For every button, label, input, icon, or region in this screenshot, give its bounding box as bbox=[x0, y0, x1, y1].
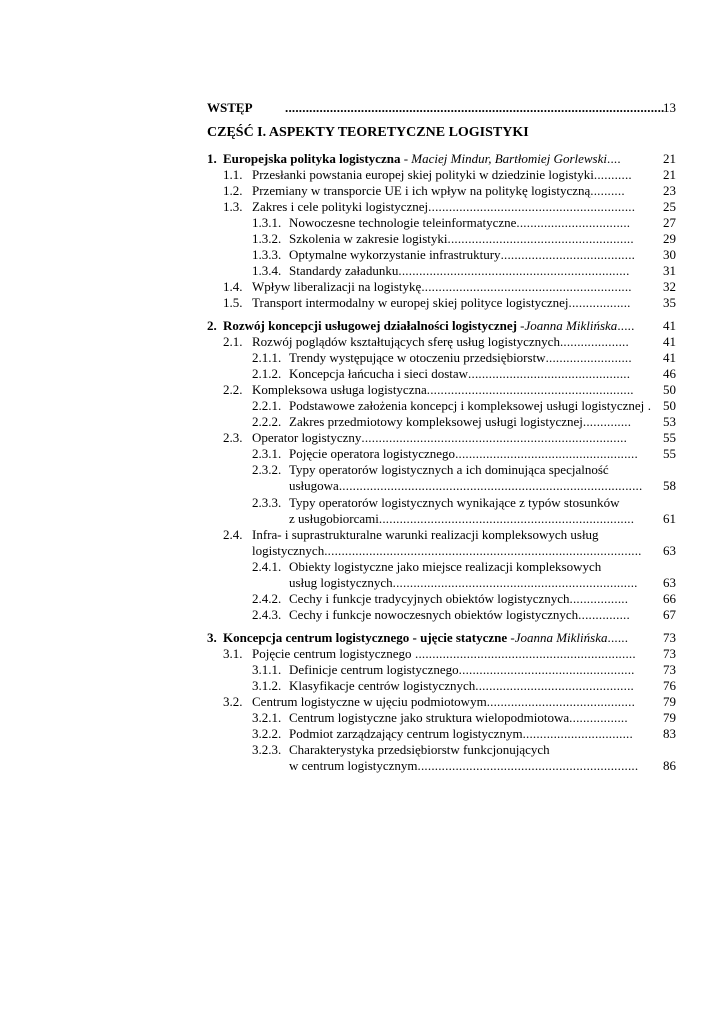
toc-entry bbox=[0, 758, 724, 774]
entry-number: 2.4.3. bbox=[252, 607, 282, 622]
entry-number: 2.3. bbox=[223, 430, 243, 445]
entry-number: 3.2.3. bbox=[252, 742, 282, 757]
toc-entry bbox=[0, 495, 724, 511]
entry-title: Transport intermodalny w europej skiej polityce logistycznej.................. bbox=[252, 295, 631, 310]
entry-leader-dots: ....................................................................... bbox=[392, 575, 638, 590]
entry-page-number: 46 bbox=[663, 366, 676, 381]
entry-title: Infra- i suprastrukturalne warunki realizacji kompleksowych usług bbox=[252, 527, 599, 542]
intro-page: 13 bbox=[663, 100, 676, 115]
entry-page-number: 30 bbox=[663, 247, 676, 262]
toc-entry bbox=[0, 462, 724, 478]
entry-leader-dots: ................................................................... bbox=[398, 263, 630, 278]
toc-entry bbox=[0, 527, 724, 543]
toc-entry bbox=[0, 231, 724, 247]
entry-leader-dots: ............................................................................................ bbox=[324, 543, 642, 558]
entry-page-number: 41 bbox=[663, 334, 676, 349]
entry-page-number: 55 bbox=[663, 446, 676, 461]
entry-title: Pojęcie operatora logistycznego..................................................... bbox=[289, 446, 638, 461]
entry-page-number: 41 bbox=[663, 318, 676, 333]
entry-page-number: 73 bbox=[663, 630, 676, 645]
entry-page-number: 25 bbox=[663, 199, 676, 214]
toc-entry bbox=[0, 350, 724, 366]
toc-entry bbox=[0, 318, 724, 334]
entry-title: Klasyfikacje centrów logistycznych.............................................. bbox=[289, 678, 634, 693]
entry-title: Cechy i funkcje nowoczesnych obiektów logistycznych............... bbox=[289, 607, 630, 622]
entry-number: 1.3.2. bbox=[252, 231, 282, 246]
toc-entry bbox=[0, 414, 724, 430]
entry-leader-dots: ................................................................ bbox=[411, 646, 636, 661]
toc-entry bbox=[0, 678, 724, 694]
toc-entry bbox=[0, 263, 724, 279]
toc-entry bbox=[0, 199, 724, 215]
toc-entry bbox=[0, 646, 724, 662]
entry-leader-dots: ........... bbox=[593, 167, 632, 182]
entry-number: 2.2.1. bbox=[252, 398, 282, 413]
entry-title: Optymalne wykorzystanie infrastruktury....................................... bbox=[289, 247, 636, 262]
entry-page-number: 79 bbox=[663, 710, 676, 725]
entry-page-number: 23 bbox=[663, 183, 676, 198]
toc-entry bbox=[0, 511, 724, 527]
entry-number: 2.3.3. bbox=[252, 495, 282, 510]
toc-entry bbox=[0, 398, 724, 414]
entry-leader-dots: ............................................................. bbox=[421, 279, 632, 294]
entry-page-number: 79 bbox=[663, 694, 676, 709]
entry-title: Nowoczesne technologie teleinformatyczne................................. bbox=[289, 215, 631, 230]
entry-leader-dots: .... bbox=[607, 151, 621, 166]
entry-page-number: 32 bbox=[663, 279, 676, 294]
entry-leader-dots: ..................................................... bbox=[455, 446, 638, 461]
entry-title: Obiekty logistyczne jako miejsce realizacji kompleksowych bbox=[289, 559, 602, 574]
intro-label: WSTĘP bbox=[207, 100, 253, 115]
entry-number: 1.1. bbox=[223, 167, 243, 182]
entry-number: 3.1.1. bbox=[252, 662, 282, 677]
entry-number: 2.4.2. bbox=[252, 591, 282, 606]
entry-number: 1.2. bbox=[223, 183, 243, 198]
intro-dots: .............................................................................................................. bbox=[285, 100, 665, 115]
entry-title: Europejska polityka logistyczna - Maciej Mindur, Bartłomiej Gorlewski.... bbox=[223, 151, 621, 166]
entry-leader-dots: .......................................................................... bbox=[378, 511, 635, 526]
entry-number: 2.3.1. bbox=[252, 446, 282, 461]
toc-entry bbox=[0, 710, 724, 726]
entry-number: 1. bbox=[207, 151, 217, 166]
entry-title: Cechy i funkcje tradycyjnych obiektów logistycznych................. bbox=[289, 591, 629, 606]
entry-page-number: 76 bbox=[663, 678, 676, 693]
toc-entry bbox=[0, 662, 724, 678]
toc-entry bbox=[0, 382, 724, 398]
entry-page-number: 66 bbox=[663, 591, 676, 606]
entry-number: 2.4. bbox=[223, 527, 243, 542]
toc-entry bbox=[0, 694, 724, 710]
entry-page-number: 73 bbox=[663, 646, 676, 661]
entry-title: Koncepcja łańcucha i sieci dostaw............................................... bbox=[289, 366, 631, 381]
entry-number: 2.4.1. bbox=[252, 559, 282, 574]
toc-entry bbox=[0, 183, 724, 199]
entry-leader-dots: ..... bbox=[617, 318, 635, 333]
entry-leader-dots: ........................................................................................ bbox=[338, 478, 643, 493]
entry-leader-dots: .............. bbox=[582, 414, 632, 429]
entry-page-number: 86 bbox=[663, 758, 676, 773]
toc-entry bbox=[0, 366, 724, 382]
toc-entry bbox=[0, 543, 724, 559]
entry-page-number: 31 bbox=[663, 263, 676, 278]
entry-title: Zakres i cele polityki logistycznej............................................................ bbox=[252, 199, 636, 214]
entry-title: Definicje centrum logistycznego................................................... bbox=[289, 662, 635, 677]
entry-leader-dots: ............... bbox=[578, 607, 630, 622]
entry-leader-dots: ................................................... bbox=[458, 662, 635, 677]
entry-page-number: 63 bbox=[663, 575, 676, 590]
entry-title: Trendy występujące w otoczeniu przedsiębiorstw......................... bbox=[289, 350, 632, 365]
entry-page-number: 35 bbox=[663, 295, 676, 310]
entry-title: Centrum logistyczne jako struktura wielopodmiotowa................. bbox=[289, 710, 628, 725]
entry-number: 1.3.3. bbox=[252, 247, 282, 262]
toc-entry bbox=[0, 279, 724, 295]
entry-leader-dots: ............................................... bbox=[468, 366, 631, 381]
entry-number: 2.3.2. bbox=[252, 462, 282, 477]
entry-title: Wpływ liberalizacji na logistykę............................................................. bbox=[252, 279, 632, 294]
entry-page-number: 55 bbox=[663, 430, 676, 445]
entry-title: Podmiot zarządzający centrum logistycznym................................ bbox=[289, 726, 633, 741]
entry-page-number: 63 bbox=[663, 543, 676, 558]
entry-leader-dots: ............................................................ bbox=[426, 382, 634, 397]
toc-entry bbox=[0, 247, 724, 263]
entry-leader-dots: .................. bbox=[568, 295, 631, 310]
entry-page-number: 29 bbox=[663, 231, 676, 246]
toc-entry bbox=[0, 591, 724, 607]
entry-page-number: 58 bbox=[663, 478, 676, 493]
entry-leader-dots: ................................................................ bbox=[417, 758, 639, 773]
entry-title: Charakterystyka przedsiębiorstw funkcjonujących bbox=[289, 742, 550, 757]
toc-entry bbox=[0, 151, 724, 167]
entry-number: 2.1. bbox=[223, 334, 243, 349]
toc-entry bbox=[0, 559, 724, 575]
entry-number: 2.2. bbox=[223, 382, 243, 397]
toc-entry bbox=[0, 167, 724, 183]
entry-title: Przesłanki powstania europej skiej polityki w dziedzinie logistyki........... bbox=[252, 167, 632, 182]
toc-entry bbox=[0, 478, 724, 494]
entry-leader-dots: ...................................................... bbox=[447, 231, 634, 246]
entry-page-number: 21 bbox=[663, 167, 676, 182]
entry-page-number: 50 bbox=[663, 382, 676, 397]
entry-page-number: 83 bbox=[663, 726, 676, 741]
entry-leader-dots: ........................................... bbox=[486, 694, 636, 709]
entry-number: 3.2.2. bbox=[252, 726, 282, 741]
entry-title: logistycznych............................................................................................ bbox=[252, 543, 642, 558]
entry-number: 1.3.1. bbox=[252, 215, 282, 230]
toc-entry bbox=[0, 446, 724, 462]
entry-title: Rozwój koncepcji usługowej działalności logistycznej -Joanna Miklińska..... bbox=[223, 318, 635, 333]
entry-title: Przemiany w transporcie UE i ich wpływ na politykę logistyczną.......... bbox=[252, 183, 625, 198]
entry-leader-dots: ............................................................................. bbox=[361, 430, 628, 445]
toc-entry bbox=[0, 575, 724, 591]
entry-title: Standardy załadunku................................................................... bbox=[289, 263, 630, 278]
entry-title: Typy operatorów logistycznych a ich dominująca specjalność bbox=[289, 462, 609, 477]
toc-entry bbox=[0, 742, 724, 758]
entry-page-number: 21 bbox=[663, 151, 676, 166]
entry-title: Pojęcie centrum logistycznego ................................................................ bbox=[252, 646, 636, 661]
entry-leader-dots: .............................................. bbox=[475, 678, 634, 693]
entry-leader-dots: ................. bbox=[569, 591, 629, 606]
entry-title: Rozwój poglądów kształtujących sferę usług logistycznych.................... bbox=[252, 334, 629, 349]
entry-number: 1.3.4. bbox=[252, 263, 282, 278]
entry-title: usługowa........................................................................................ bbox=[289, 478, 643, 493]
entry-title: Zakres przedmiotowy kompleksowej usługi logistycznej.............. bbox=[289, 414, 632, 429]
entry-title: Koncepcja centrum logistycznego - ujęcie statyczne -Joanna Miklińska...... bbox=[223, 630, 629, 645]
entry-author: Joanna Miklińska bbox=[524, 318, 618, 333]
entry-page-number: 27 bbox=[663, 215, 676, 230]
toc-entry bbox=[0, 215, 724, 231]
entry-leader-dots: .................... bbox=[559, 334, 629, 349]
entry-number: 3.1.2. bbox=[252, 678, 282, 693]
entry-number: 3. bbox=[207, 630, 217, 645]
entry-title: w centrum logistycznym................................................................ bbox=[289, 758, 639, 773]
entry-leader-dots: ...... bbox=[607, 630, 629, 645]
entry-author: Joanna Miklińska bbox=[514, 630, 608, 645]
entry-leader-dots: .......... bbox=[590, 183, 625, 198]
entry-leader-dots: ................................. bbox=[516, 215, 631, 230]
entry-author: Maciej Mindur, Bartłomiej Gorlewski bbox=[408, 151, 607, 166]
entry-title: Operator logistyczny............................................................................. bbox=[252, 430, 628, 445]
entry-leader-dots: ....................................... bbox=[500, 247, 636, 262]
entry-title: Podstawowe założenia koncepcj i kompleksowej usługi logistycznej . bbox=[289, 398, 652, 413]
entry-number: 3.2. bbox=[223, 694, 243, 709]
entry-title: Kompleksowa usługa logistyczna............................................................ bbox=[252, 382, 634, 397]
entry-number: 1.5. bbox=[223, 295, 243, 310]
entry-page-number: 67 bbox=[663, 607, 676, 622]
entry-number: 3.2.1. bbox=[252, 710, 282, 725]
entry-number: 2.1.2. bbox=[252, 366, 282, 381]
entry-page-number: 73 bbox=[663, 662, 676, 677]
toc-entry bbox=[0, 726, 724, 742]
toc-intro bbox=[207, 100, 687, 116]
entry-title: Szkolenia w zakresie logistyki...................................................... bbox=[289, 231, 634, 246]
entry-number: 2.2.2. bbox=[252, 414, 282, 429]
entry-page-number: 53 bbox=[663, 414, 676, 429]
toc-entry bbox=[0, 607, 724, 623]
toc-entry bbox=[0, 630, 724, 646]
entry-leader-dots: ................................ bbox=[522, 726, 633, 741]
entry-title: Typy operatorów logistycznych wynikające z typów stosunków bbox=[289, 495, 620, 510]
entry-number: 2. bbox=[207, 318, 217, 333]
entry-leader-dots: ................. bbox=[569, 710, 628, 725]
entry-page-number: 50 bbox=[663, 398, 676, 413]
entry-number: 1.4. bbox=[223, 279, 243, 294]
entry-leader-dots: . bbox=[644, 398, 652, 413]
toc-entry bbox=[0, 334, 724, 350]
entry-title: z usługobiorcami.......................................................................... bbox=[289, 511, 635, 526]
entry-number: 3.1. bbox=[223, 646, 243, 661]
entry-number: 1.3. bbox=[223, 199, 243, 214]
entry-leader-dots: ............................................................ bbox=[428, 199, 636, 214]
entry-page-number: 61 bbox=[663, 511, 676, 526]
toc-entry bbox=[0, 430, 724, 446]
entry-title: usług logistycznych....................................................................... bbox=[289, 575, 638, 590]
entry-leader-dots: ......................... bbox=[545, 350, 632, 365]
entry-number: 2.1.1. bbox=[252, 350, 282, 365]
part-title: CZĘŚĆ I. ASPEKTY TEORETYCZNE LOGISTYKI bbox=[207, 125, 529, 140]
entry-page-number: 41 bbox=[663, 350, 676, 365]
toc-entry bbox=[0, 295, 724, 311]
entry-title: Centrum logistyczne w ujęciu podmiotowym........................................... bbox=[252, 694, 636, 709]
